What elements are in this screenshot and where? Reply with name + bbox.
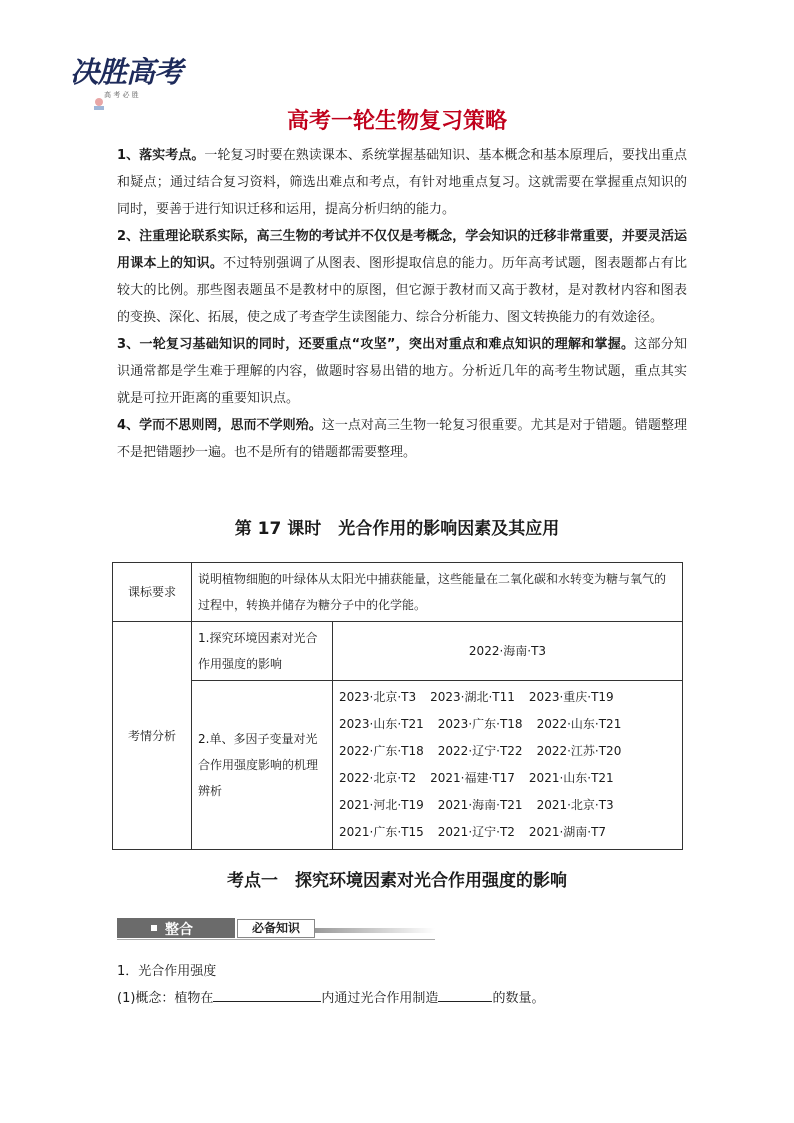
ref-row	[339, 711, 676, 738]
ref-item: 2021·北京·T3	[536, 798, 614, 812]
ref-row	[339, 738, 676, 765]
ref-item: 2023·山东·T21	[339, 717, 424, 731]
ref-item: 2023·广东·T18	[437, 717, 523, 731]
table-subtopic-1-refs: 2022·海南·T3	[333, 622, 683, 681]
ref-row	[339, 765, 676, 792]
section-bar-underline	[117, 939, 435, 940]
ref-row	[339, 819, 676, 846]
ref-item: 2023·北京·T3	[339, 690, 417, 704]
section-bar-dark	[117, 918, 235, 938]
ref-row	[339, 792, 676, 819]
square-bullet-icon	[151, 925, 157, 931]
table-subtopic-2-refs	[333, 681, 683, 850]
ref-item: 2022·辽宁·T22	[437, 744, 523, 758]
page-title: 高考一轮生物复习策略	[286, 109, 507, 134]
paragraph-2-text: 不过特别强调了从图表、图形提取信息的能力。历年高考试题，图表题都占有比较大的比例。那些图表题虽不是教材中的原图，但它源于教材而又高于教材，是对教材内容和图表的变换、深化、拓展，使之成了考查学生读图能力、综合分析能力、图文转换能力的有效途径。	[117, 256, 687, 325]
paragraph-4	[117, 412, 687, 466]
body-line-2-part-a: (1)概念：植物在	[117, 991, 214, 1006]
curriculum-table	[112, 562, 683, 850]
paragraph-3-text: 这部分知识通常都是学生难于理解的内容，做题时容易出错的地方。分析近几年的高考生物试题，重点其实就是可拉开距离的重要知识点。	[117, 337, 687, 406]
ref-item: 2022·江苏·T20	[536, 744, 622, 758]
fill-blank-2[interactable]	[438, 987, 492, 1002]
table-curriculum-text: 说明植物细胞的叶绿体从太阳光中捕获能量，这些能量在二氧化碳和水转变为糖与氧气的过程中，转换并储存为糖分子中的化学能。	[192, 563, 683, 622]
ref-item: 2021·海南·T21	[437, 798, 523, 812]
section-bar	[117, 916, 435, 940]
key-point-title: 考点一 探究环境因素对光合作用强度的影响	[227, 871, 567, 891]
paragraph-4-text: 这一点对高三生物一轮复习很重要。尤其是对于错题。错题整理不是把错题抄一遍。也不是所有的错题都需要整理。	[117, 418, 687, 460]
section-bar-dark-label: 整合	[165, 922, 193, 938]
paragraph-2	[117, 223, 687, 331]
table-head-curriculum: 课标要求	[113, 563, 192, 622]
table-subtopic-1: 1.探究环境因素对光合作用强度的影响	[192, 622, 333, 681]
ref-item: 2021·广东·T15	[339, 825, 424, 839]
ref-item: 2021·辽宁·T2	[437, 825, 515, 839]
table-row	[113, 681, 683, 850]
fill-blank-1[interactable]	[213, 987, 321, 1002]
table-row	[113, 622, 683, 681]
paragraph-4-bold: 4、学而不思则罔，思而不学则殆。	[117, 418, 322, 433]
body-line-1: 1．光合作用强度	[117, 964, 217, 979]
body-line-2-part-c: 的数量。	[492, 991, 545, 1006]
ref-item: 2021·河北·T19	[339, 798, 424, 812]
paragraph-1	[117, 142, 687, 223]
ref-item: 2021·山东·T21	[528, 771, 614, 785]
logo-subtitle: 高 考 必 胜	[104, 91, 139, 99]
body-line-2-part-b: 内通过光合作用制造	[321, 991, 439, 1006]
ref-item: 2023·重庆·T19	[528, 690, 614, 704]
ref-item: 2021·福建·T17	[430, 771, 515, 785]
ref-item: 2023·湖北·T11	[430, 690, 515, 704]
paragraph-2-bold: 2、注重理论联系实际，高三生物的考试并不仅仅是考概念，学会知识的迁移非常重要，并要灵活运用课本上的知识。	[117, 229, 687, 271]
table-subtopic-2: 2.单、多因子变量对光合作用强度影响的机理辨析	[192, 681, 333, 850]
body-line-2	[117, 985, 687, 1012]
paragraph-3-bold: 3、一轮复习基础知识的同时，还要重点“攻坚”，突出对重点和难点知识的理解和掌握。	[117, 337, 635, 352]
lesson-title: 第 17 课时 光合作用的影响因素及其应用	[234, 519, 560, 539]
section-bar-light-label: 必备知识	[237, 919, 315, 938]
table-head-analysis: 考情分析	[113, 622, 192, 850]
strategy-paragraphs	[117, 142, 687, 466]
paragraph-1-text: 一轮复习时要在熟读课本、系统掌握基础知识、基本概念和基本原理后，要找出重点和疑点；通过结合复习资料，筛选出难点和考点，有针对地重点复习。这就需要在掌握重点知识的同时，要善于进行知识迁移和运用，提高分析归纳的能力。	[117, 148, 687, 217]
ref-row	[339, 684, 676, 711]
paragraph-3	[117, 331, 687, 412]
logo-text: 决胜高考	[70, 55, 183, 89]
ref-item: 2022·山东·T21	[536, 717, 622, 731]
ref-item: 2021·湖南·T7	[528, 825, 607, 839]
section-bar-gradient	[315, 928, 435, 933]
paragraph-1-bold: 1、落实考点。	[117, 148, 205, 163]
body-text	[117, 958, 687, 1012]
ref-item: 2022·北京·T2	[339, 771, 417, 785]
table-row	[113, 563, 683, 622]
ref-item: 2022·广东·T18	[339, 744, 424, 758]
